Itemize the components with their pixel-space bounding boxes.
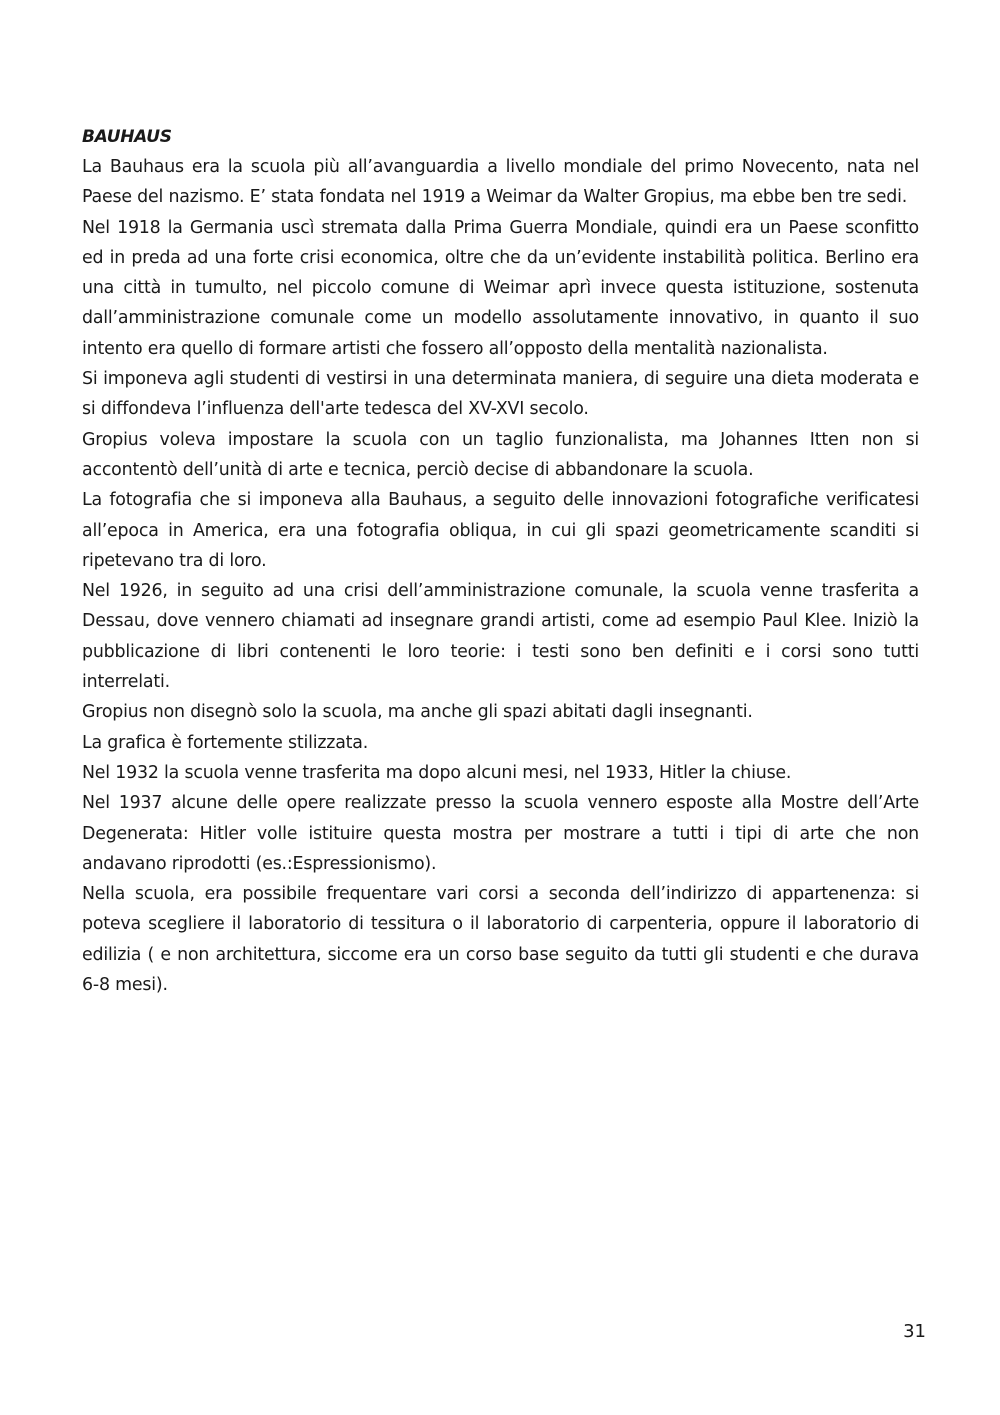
paragraph: Si imponeva agli studenti di vestirsi in una determinata maniera, di seguire una dieta moderata e si diffondeva l’influenza dell'arte tedesca del XV-XVI secolo. <box>82 369 919 420</box>
paragraph: Nel 1932 la scuola venne trasferita ma dopo alcuni mesi, nel 1933, Hitler la chiuse. <box>82 762 792 783</box>
paragraph: Nel 1926, in seguito ad una crisi dell’amministrazione comunale, la scuola venne trasferita a Dessau, dove vennero chiamati ad insegnare grandi artisti, come ad esempio Paul Klee. Iniziò la pubblicazione di libri contenenti le loro teorie: i testi sono ben definiti e i corsi sono tutti interrelati. <box>82 581 919 693</box>
paragraph: Gropius voleva impostare la scuola con un taglio funzionalista, ma Johannes Itten non si accontentò dell’unità di arte e tecnica, perciò decise di abbandonare la scuola. <box>82 429 919 480</box>
paragraph: La Bauhaus era la scuola più all’avanguardia a livello mondiale del primo Novecento, nata nel Paese del nazismo. E’ stata fondata nel 1919 a Weimar da Walter Gropius, ma ebbe ben tre sedi. <box>82 157 919 208</box>
page-number: 31 <box>903 1321 926 1342</box>
paragraph: La fotografia che si imponeva alla Bauhaus, a seguito delle innovazioni fotografiche verificatesi all’epoca in America, era una fotografia obliqua, in cui gli spazi geometricamente scanditi si ripetevano tra di loro. <box>82 490 919 571</box>
page-content <box>82 122 919 1000</box>
paragraph: La grafica è fortemente stilizzata. <box>82 732 369 753</box>
section-title: BAUHAUS <box>82 127 172 147</box>
paragraph: Nella scuola, era possibile frequentare vari corsi a seconda dell’indirizzo di appartenenza: si poteva scegliere il laboratorio di tessitura o il laboratorio di carpenteria, oppure il laboratorio di edilizia ( e non architettura, siccome era un corso base seguito da tutti gli studenti e che durava 6-8 mesi). <box>82 884 919 996</box>
paragraph: Gropius non disegnò solo la scuola, ma anche gli spazi abitati dagli insegnanti. <box>82 702 753 723</box>
paragraph: Nel 1918 la Germania uscì stremata dalla Prima Guerra Mondiale, quindi era un Paese sconfitto ed in preda ad una forte crisi economica, oltre che da un’evidente instabilità politica. Berlino era una città in tumulto, nel piccolo comune di Weimar aprì invece questa istituzione, sostenuta dall’amministrazione comunale come un modello assolutamente innovativo, in quanto il suo intento era quello di formare artisti che fossero all’opposto della mentalità nazionalista. <box>82 217 919 359</box>
paragraph: Nel 1937 alcune delle opere realizzate presso la scuola vennero esposte alla Mostre dell’Arte Degenerata: Hitler volle istituire questa mostra per mostrare a tutti i tipi di arte che non andavano riprodotti (es.:Espressionismo). <box>82 793 919 874</box>
